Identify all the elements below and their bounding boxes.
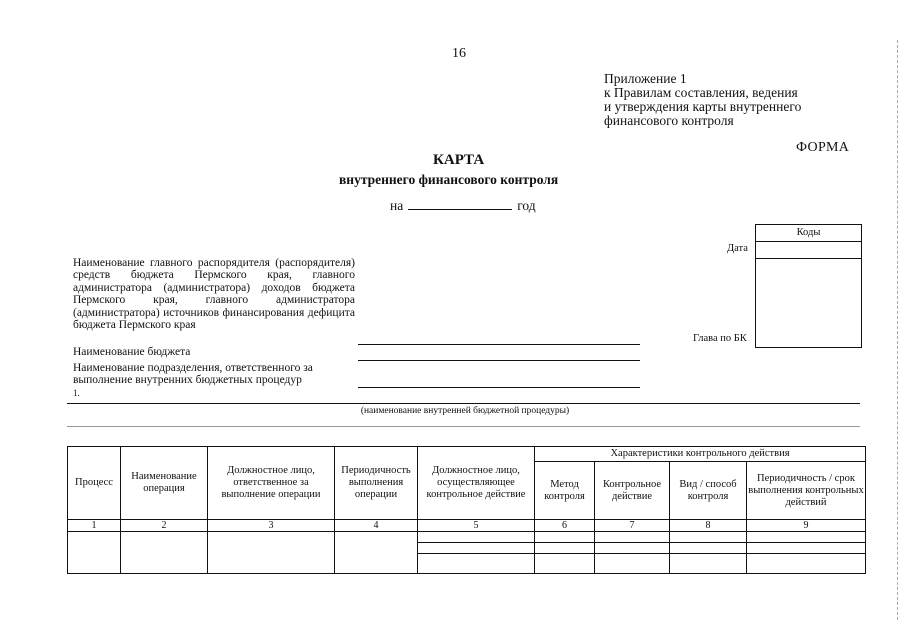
table-cell — [68, 532, 121, 574]
year-suffix: год — [517, 198, 536, 213]
codes-box — [755, 224, 862, 348]
separator-line — [67, 426, 860, 427]
manager-label: Наименование главного распорядителя (распорядителя) средств бюджета Пермского края, главного администратора (администратора) доходов бюджета Пермского края, главного администратора (администратора) источников финансирования дефицита бюджета Пермского края — [73, 257, 355, 332]
codes-header: Коды — [756, 225, 861, 242]
table-cell — [535, 554, 595, 574]
page-number: 16 — [452, 46, 466, 61]
table-cell — [535, 543, 595, 554]
table-cell — [121, 532, 208, 574]
budget-fill-line — [358, 360, 640, 361]
scan-edge-mark — [897, 40, 899, 620]
control-characteristics-header: Характеристики контрольного действия — [535, 447, 866, 462]
appendix-block — [604, 72, 801, 128]
col-number: 1 — [68, 520, 121, 532]
table-cell — [595, 543, 670, 554]
col-control-action: Контрольное действие — [595, 462, 670, 520]
table-cell — [595, 554, 670, 574]
table-cell — [670, 543, 747, 554]
table-cell — [670, 554, 747, 574]
codes-date-cell — [756, 242, 861, 259]
procedure-caption: (наименование внутренней бюджетной процедуры) — [360, 406, 570, 416]
table-cell — [535, 532, 595, 543]
department-label: Наименование подразделения, ответственного за выполнение внутренних бюджетных процедур — [73, 362, 313, 387]
col-number: 5 — [418, 520, 535, 532]
col-number: 3 — [208, 520, 335, 532]
col-control-method: Метод контроля — [535, 462, 595, 520]
table-cell — [418, 554, 535, 574]
year-blank — [408, 198, 512, 210]
col-process: Процесс — [68, 447, 121, 520]
table-cell — [595, 532, 670, 543]
bk-label: Глава по БК — [693, 333, 747, 344]
date-label: Дата — [727, 243, 748, 254]
appendix-line: и утверждения карты внутреннего — [604, 99, 802, 114]
col-number: 7 — [595, 520, 670, 532]
year-line — [390, 198, 536, 214]
col-number: 6 — [535, 520, 595, 532]
appendix-line: финансового контроля — [604, 113, 734, 128]
table-cell — [335, 532, 418, 574]
procedure-fill-line — [67, 403, 860, 404]
control-table — [67, 446, 866, 574]
col-operation-periodicity: Периодичность выполнения операции — [335, 447, 418, 520]
table-cell — [747, 543, 866, 554]
table-cell — [670, 532, 747, 543]
budget-label: Наименование бюджета — [73, 346, 191, 358]
year-prefix: на — [390, 198, 404, 213]
manager-fill-line — [358, 344, 640, 345]
col-responsible-person: Должностное лицо, ответственное за выполнение операции — [208, 447, 335, 520]
col-control-periodicity: Периодичность / срок выполнения контрольных действий — [747, 462, 866, 520]
form-label: ФОРМА — [796, 140, 850, 155]
appendix-line: к Правилам составления, ведения — [604, 85, 798, 100]
col-number: 4 — [335, 520, 418, 532]
table-cell — [208, 532, 335, 574]
department-fill-line — [358, 387, 640, 388]
title-sub: внутреннего финансового контроля — [339, 172, 559, 187]
col-number: 8 — [670, 520, 747, 532]
col-number: 2 — [121, 520, 208, 532]
table-cell — [418, 543, 535, 554]
col-controller-person: Должностное лицо, осуществляющее контрольное действие — [418, 447, 535, 520]
table-cell — [747, 532, 866, 543]
col-number: 9 — [747, 520, 866, 532]
procedure-number: 1. — [73, 388, 80, 398]
table-cell — [418, 532, 535, 543]
col-control-type: Вид / способ контроля — [670, 462, 747, 520]
title-main: КАРТА — [433, 152, 485, 168]
appendix-line: Приложение 1 — [604, 71, 687, 86]
col-operation-name: Наименование операция — [121, 447, 208, 520]
table-cell — [747, 554, 866, 574]
